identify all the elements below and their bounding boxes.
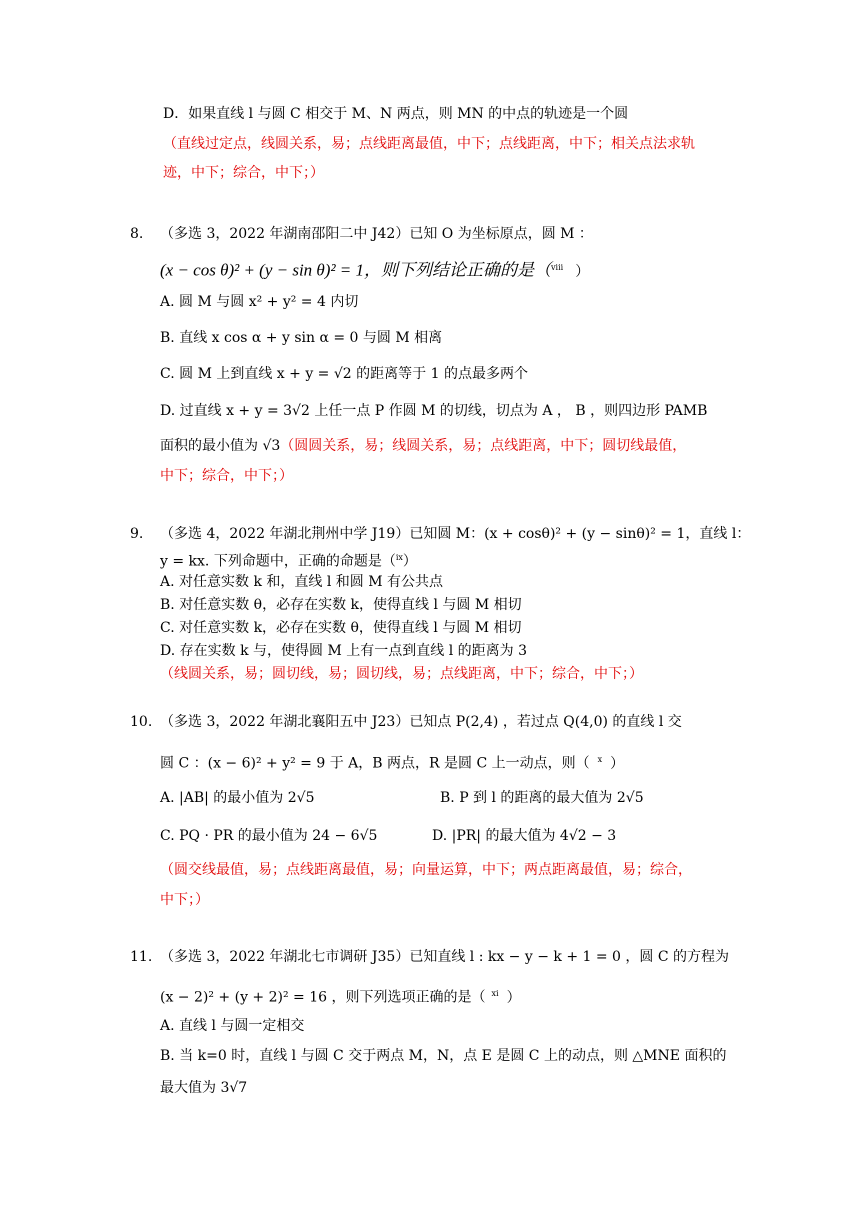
q11-footnote: xi (491, 989, 499, 998)
q10-tags-line2: 中下；） (160, 892, 209, 908)
q8-option-d-line2: 面积的最小值为 √3 (160, 438, 281, 454)
q10-number: 10. (130, 714, 153, 730)
q7-tags-line2: 迹，中下；综合，中下；） (163, 165, 324, 181)
q9-option-c: C. 对任意实数 k，必存在实数 θ，使得直线 l 与圆 M 相切 (160, 620, 522, 636)
q8-option-d-line2-wrap (160, 436, 686, 456)
q8-close: ） (575, 263, 590, 280)
q9-footnote: ix (395, 553, 403, 562)
q10-option-c: C. PQ · PR 的最小值为 24 − 6√5 (160, 828, 378, 844)
q10-option-a: A. |AB| 的最小值为 2√5 (160, 790, 315, 806)
q7-option-d: D．如果直线 l 与圆 C 相交于 M、N 两点，则 MN 的中点的轨迹是一个圆 (163, 106, 629, 122)
q9-tags: （线圆关系，易；圆切线，易；圆切线，易；点线距离，中下；综合，中下；） (160, 666, 643, 682)
q10-tags-line1: （圆交线最值，易；点线距离最值，易；向量运算，中下；两点距离最值，易；综合， (160, 862, 692, 878)
q11-line2: (x − 2)² + (y + 2)² = 16 ，则下列选项正确的是（ (160, 989, 486, 1006)
q11-option-b-line1: B. 当 k=0 时，直线 l 与圆 C 交于两点 M，N，点 E 是圆 C 上的动点，则 △MNE 面积的 (160, 1048, 727, 1064)
q8-header: （多选 3，2022 年湖南邵阳二中 J42）已知 O 为坐标原点，圆 M ： (160, 226, 593, 242)
q9-option-a: A. 对任意实数 k 和，直线 l 和圆 M 有公共点 (160, 574, 444, 590)
q8-option-d-line1: D. 过直线 x + y = 3√2 上任一点 P 作圆 M 的切线，切点为 A ， B ，则四边形 PAMB (160, 403, 708, 419)
q10-close: ） (610, 755, 625, 772)
q10-line2-wrap (160, 750, 624, 774)
q8-number: 8. (130, 226, 144, 242)
q9-option-b: B. 对任意实数 θ，必存在实数 k，使得直线 l 与圆 M 相切 (160, 597, 522, 613)
q8-tags-line2: 中下；综合，中下；） (160, 468, 293, 484)
q9-line2: y = kx. 下列命题中，正确的命题是（ (160, 553, 396, 570)
q11-number: 11. (130, 949, 153, 965)
q8-option-c: C. 圆 M 上到直线 x + y = √2 的距离等于 1 的点最多两个 (160, 366, 528, 382)
q11-line2-wrap (160, 984, 521, 1008)
q11-close: ） (506, 989, 521, 1006)
q9-option-d: D. 存在实数 k 与，使得圆 M 上有一点到直线 l 的距离为 3 (160, 643, 527, 659)
q9-close: ） (402, 553, 417, 570)
q8-option-a: A. 圆 M 与圆 x² + y² = 4 内切 (160, 294, 359, 310)
q9-header: （多选 4，2022 年湖北荆州中学 J19）已知圆 M：(x + cosθ)² + (y − sinθ)² = 1，直线 l： (160, 526, 751, 542)
q8-footnote: viii (551, 263, 564, 272)
q8-equation: (x − cos θ)² + (y − sin θ)² = 1，则下列结论正确的是（ (160, 260, 552, 280)
q10-option-d: D. |PR| 的最大值为 4√2 − 3 (432, 828, 617, 844)
q11-option-b-line2: 最大值为 3√7 (160, 1080, 248, 1096)
q8-option-b: B. 直线 x cos α + y sin α = 0 与圆 M 相离 (160, 330, 443, 346)
q8-tags-line1: （圆圆关系，易；线圆关系，易；点线距离，中下；圆切线最值， (280, 438, 687, 454)
q7-tags-line1: （直线过定点，线圆关系，易；点线距离最值，中下；点线距离，中下；相关点法求轨 (163, 136, 695, 152)
q9-line2-wrap (160, 548, 417, 572)
q11-option-a: A. 直线 l 与圆一定相交 (160, 1018, 305, 1034)
q10-option-b: B. P 到 l 的距离的最大值为 2√5 (440, 790, 644, 806)
q11-header: （多选 3，2022 年湖北七市调研 J35）已知直线 l : kx − y − k + 1 = 0 ，圆 C 的方程为 (160, 949, 730, 965)
q10-footnote: x (597, 755, 603, 764)
q10-header: （多选 3，2022 年湖北襄阳五中 J23）已知点 P(2,4) ，若过点 Q(4,0) 的直线 l 交 (160, 714, 682, 730)
q8-equation-line (160, 258, 589, 282)
q10-line2: 圆 C ：(x − 6)² + y² = 9 于 A，B 两点，R 是圆 C 上一动点，则（ (160, 755, 590, 772)
q9-number: 9. (130, 526, 144, 542)
